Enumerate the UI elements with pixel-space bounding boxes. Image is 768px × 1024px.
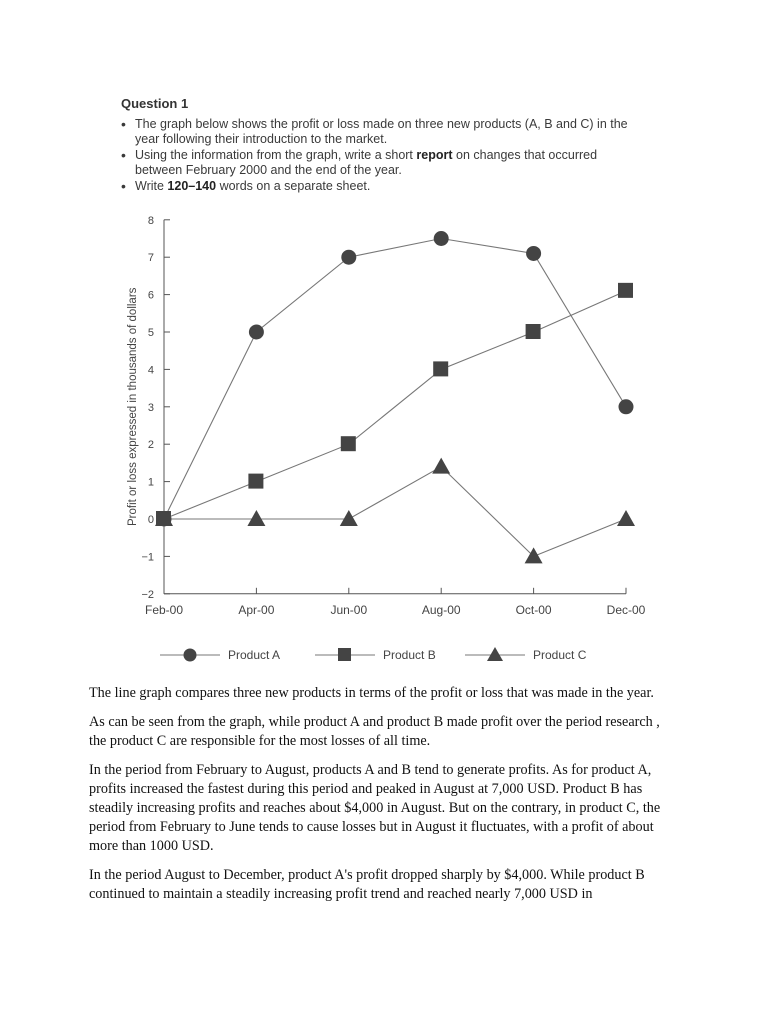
chart-axes: [127, 215, 646, 617]
series-line: [164, 467, 626, 557]
triangle-marker-icon: [247, 510, 265, 526]
square-marker-icon: [526, 324, 541, 339]
y-axis-label: Profit or loss expressed in thousands of dollars: [127, 287, 139, 527]
x-tick-label: Aug-00: [421, 602, 461, 617]
essay-paragraph: In the period from February to August, products A and B tend to generate profits. As for product A, profits increased the fastest during this period and peaked in August at 7,000 USD. Product B has steadily increasing profits and reaches about $4,000 in August. But on the contrary, in product C, the period from February to June tends to cause losses but in August it fluctuates, with a profit of about more than 1000 USD.: [89, 762, 661, 854]
circle-marker-icon: [434, 231, 449, 246]
y-tick-label: 8: [147, 214, 154, 227]
series-product-b: [164, 291, 626, 519]
x-tick-label: Apr-00: [238, 602, 275, 617]
circle-marker-icon: [249, 325, 264, 340]
essay-paragraph: The line graph compares three new products in terms of the profit or loss that was made in the year.: [89, 685, 654, 701]
x-tick-label: Feb-00: [144, 602, 184, 617]
triangle-marker-icon: [340, 510, 358, 526]
question-title: Question 1: [121, 96, 189, 111]
square-marker-icon: [341, 436, 356, 451]
series-product-c: [164, 467, 626, 557]
legend-label: Product B: [383, 648, 436, 662]
y-tick-label: −1: [141, 551, 154, 564]
triangle-marker-icon: [432, 458, 450, 474]
instruction-text: The graph below shows the profit or loss made on three new products (A, B and C) in the year following their introduction to the market.: [135, 117, 628, 146]
y-tick-label: 6: [147, 289, 154, 302]
markers-product-c: [155, 458, 635, 564]
legend-item: [315, 648, 436, 662]
y-tick-label: 7: [147, 252, 154, 265]
circle-marker-icon: [619, 399, 634, 414]
instruction-emphasis: report: [416, 148, 453, 162]
square-marker-icon: [338, 648, 351, 661]
instruction-text: on changes that occurred between February 2000 and the end of the year.: [135, 148, 598, 177]
y-tick-label: −2: [141, 588, 154, 601]
essay-paragraph: As can be seen from the graph, while product A and product B made profit over the period research , the product C are responsible for the most losses of all time.: [89, 714, 660, 749]
y-tick-label: 4: [147, 364, 154, 377]
legend-label: Product C: [533, 648, 587, 662]
square-marker-icon: [618, 283, 633, 298]
x-tick-label: Dec-00: [606, 602, 646, 617]
y-tick-label: 0: [147, 514, 154, 526]
legend-label: Product A: [228, 648, 281, 662]
y-tick-label: 2: [147, 439, 154, 452]
instruction-emphasis: 120–140: [167, 179, 217, 193]
y-tick-label: 3: [147, 401, 154, 414]
instruction-text: Write: [135, 179, 168, 193]
triangle-marker-icon: [617, 510, 635, 526]
x-tick-label: Oct-00: [515, 602, 552, 617]
chart-series: [155, 231, 635, 563]
circle-marker-icon: [526, 246, 541, 261]
series-product-a: [164, 239, 626, 520]
x-tick-label: Jun-00: [330, 602, 368, 617]
essay: [89, 684, 679, 914]
instruction-text: words on a separate sheet.: [216, 179, 371, 193]
circle-marker-icon: [157, 512, 172, 527]
y-tick-label: 1: [147, 476, 154, 489]
instruction-text: Using the information from the graph, write a short: [135, 148, 417, 162]
square-marker-icon: [248, 474, 263, 489]
square-marker-icon: [433, 361, 448, 376]
triangle-marker-icon: [487, 647, 503, 661]
y-tick-label: 5: [147, 327, 154, 339]
legend-item: [465, 647, 587, 662]
markers-product-a: [157, 231, 634, 527]
essay-paragraph: In the period August to December, product A's profit dropped sharply by $4,000. While product B continued to maintain a steadily increasing profit trend and reached nearly 7,000 USD in: [89, 867, 645, 902]
series-line: [164, 239, 626, 520]
circle-marker-icon: [341, 250, 356, 265]
series-line: [164, 291, 626, 519]
circle-marker-icon: [184, 649, 197, 662]
chart-legend: [160, 647, 587, 662]
legend-item: [160, 648, 280, 662]
